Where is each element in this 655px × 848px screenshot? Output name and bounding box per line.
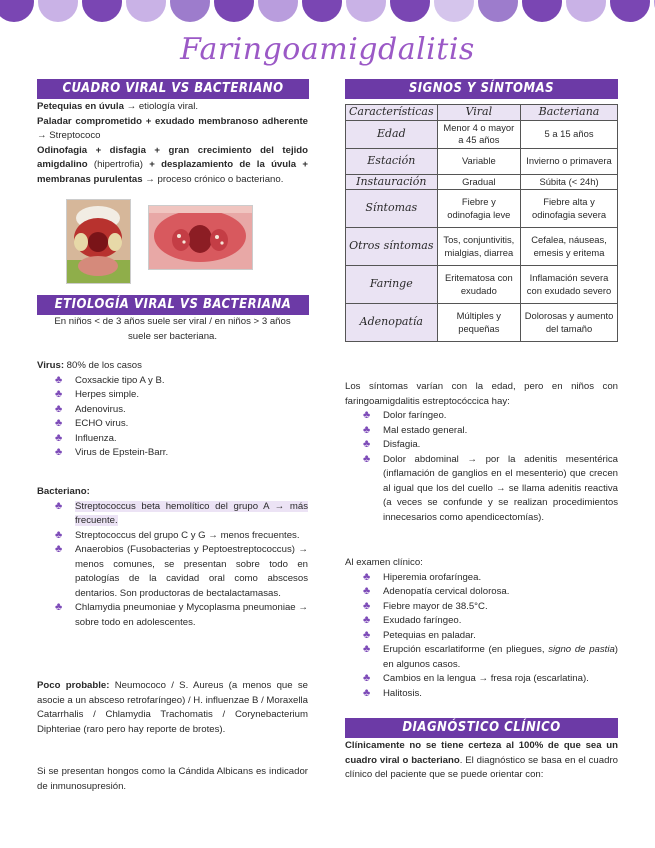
- club-bullet-icon: ♣: [363, 599, 371, 612]
- club-bullet-icon: ♣: [363, 686, 371, 699]
- table-cell-viral: Tos, conjuntivitis, mialgias, diarrea: [437, 228, 520, 266]
- list-item-text: Anaerobios (Fusobacterias y Peptoestreptococcus) → menos comunes, se presentan sobre todo en patologías de la cavidad oral como abscesos dentarios. Son productoras de bectalactamasas.: [75, 544, 308, 599]
- decorative-circles: [0, 0, 655, 28]
- club-bullet-icon: ♣: [55, 499, 63, 512]
- club-bullet-icon: ♣: [55, 601, 63, 613]
- list-item-text: Halitosis.: [383, 687, 422, 699]
- table-row: [346, 174, 618, 190]
- decorative-circle: [434, 0, 474, 22]
- table-row: [346, 266, 618, 304]
- club-bullet-icon: ♣: [55, 417, 63, 429]
- poco-rest: Neumococo / S. Aureus (a menos que se asocie a un absceso retrofaríngeo) / H. influenzae B / Moraxella Catarrhalis / Chlamydia Trachomatis / Corynebacterium Diphteriae (raro pero hay reporte de brotes).: [37, 680, 309, 735]
- decorative-circle: [390, 0, 430, 22]
- club-bullet-icon: ♣: [55, 446, 63, 458]
- list-item-text: Influenza.: [75, 432, 117, 444]
- list-item-text: Coxsackie tipo A y B.: [75, 374, 165, 386]
- club-bullet-icon: ♣: [363, 409, 371, 421]
- list-item-text: Streptococcus del grupo C y G → menos frecuentes.: [75, 529, 300, 541]
- list-item: [345, 424, 618, 439]
- list-item: [37, 432, 308, 447]
- list-item: [345, 453, 618, 526]
- table-cell-bacteriana: Invierno o primavera: [521, 148, 618, 174]
- sintomas-list: [345, 409, 618, 525]
- decorative-circle: [0, 0, 34, 22]
- table-cell-bacteriana: Dolorosas y aumento del tamaño: [521, 304, 618, 342]
- table-header-viral: Viral: [437, 105, 520, 121]
- table-row-label: Edad: [346, 120, 438, 148]
- list-item: [37, 529, 308, 544]
- erupcion-text-b: ) en algunos casos.: [383, 644, 618, 670]
- list-item: [37, 601, 308, 630]
- table-row: [346, 304, 618, 342]
- table-cell-viral: Fiebre y odinofagia leve: [437, 190, 520, 228]
- table-cell-bacteriana: Fiebre alta y odinofagia severa: [521, 190, 618, 228]
- table-row-label: Faringe: [346, 266, 438, 304]
- bact-block: [37, 485, 308, 630]
- list-item: [37, 500, 308, 529]
- club-bullet-icon: ♣: [55, 402, 63, 415]
- list-item-text: Mal estado general.: [383, 424, 468, 436]
- decorative-circle: [258, 0, 298, 22]
- list-item: [345, 600, 618, 615]
- section-heading-viral-vs-bacteriano: CUADRO VIRAL VS BACTERIANO: [37, 79, 309, 99]
- list-item-text: Herpes simple.: [75, 389, 139, 400]
- decorative-circle: [566, 0, 606, 22]
- list-item-text: Petequias en paladar.: [383, 629, 476, 641]
- exam-intro: Al examen clínico:: [345, 557, 423, 568]
- table-header-bacteriana: Bacteriana: [521, 105, 618, 121]
- virus-list: [37, 374, 308, 461]
- diagnostico-bold: Clínicamente no se tiene certeza al 100% de que sea un cuadro viral o bacteriano: [345, 740, 618, 766]
- club-bullet-icon: ♣: [363, 672, 371, 684]
- decorative-circle: [126, 0, 166, 22]
- p3-rest: → proceso crónico o bacteriano.: [142, 173, 284, 185]
- club-bullet-icon: ♣: [55, 373, 63, 386]
- list-item-text: Dolor abdominal → por la adenitis mesentérica (inflamación de ganglios en el mesenterio) que crecen al igual que los del cuello → se llama adenitis reactiva (a veces se confunde y se realizan procedimientos innecesarios como apendicectomías).: [383, 453, 618, 523]
- list-item: [345, 409, 618, 424]
- table-row-label: Adenopatía: [346, 304, 438, 342]
- table-cell-bacteriana: 5 a 15 años: [521, 120, 618, 148]
- list-item: [345, 643, 618, 672]
- bact-list: [37, 500, 308, 631]
- list-item-text: Adenopatía cervical dolorosa.: [383, 586, 510, 597]
- table-cell-viral: Eritematosa con exudado: [437, 266, 520, 304]
- club-bullet-icon: ♣: [363, 423, 371, 436]
- table-cell-viral: Gradual: [437, 174, 520, 190]
- etiologia-intro-text: En niños < de 3 años suele ser viral / en niños > 3 años suele ser bacteriana.: [54, 316, 291, 342]
- table-cell-bacteriana: Cefalea, náuseas, emesis y eritema: [521, 228, 618, 266]
- page-title: Faringoamigdalitis: [180, 32, 475, 67]
- bact-label: Bacteriano:: [37, 486, 90, 497]
- club-bullet-icon: ♣: [363, 628, 371, 641]
- list-item: [345, 672, 618, 687]
- list-item: [345, 585, 618, 600]
- club-bullet-icon: ♣: [363, 643, 371, 655]
- virus-rest: 80% de los casos: [64, 360, 142, 371]
- hongos-block: [37, 765, 308, 794]
- club-bullet-icon: ♣: [55, 388, 63, 400]
- decorative-circle: [522, 0, 562, 22]
- list-item: [345, 614, 618, 629]
- club-bullet-icon: ♣: [363, 452, 371, 465]
- list-item-text: Fiebre mayor de 38.5°C.: [383, 600, 488, 612]
- throat-photo-2: [148, 205, 253, 270]
- diagnostico-text: [345, 739, 618, 783]
- p3-mid: (hipertrofia): [87, 159, 150, 170]
- exam-list: [345, 571, 618, 702]
- table-row-label: Síntomas: [346, 190, 438, 228]
- list-item: [37, 403, 308, 418]
- list-item: [37, 417, 308, 432]
- virus-block: [37, 359, 308, 461]
- table-row-label: Estación: [346, 148, 438, 174]
- decorative-circle: [82, 0, 122, 22]
- list-item-text: Exudado faríngeo.: [383, 615, 462, 626]
- list-item: [37, 446, 308, 461]
- diagnostico-rest: . El diagnóstico se basa en el cuadro clínico del paciente que se puede orientar con:: [345, 754, 618, 780]
- list-item: [37, 543, 308, 601]
- decorative-circle: [170, 0, 210, 22]
- virus-label: Virus:: [37, 360, 65, 371]
- club-bullet-icon: ♣: [363, 614, 371, 626]
- list-item-text: Cambios en la lengua → fresa roja (escarlatina).: [383, 673, 589, 684]
- etiologia-intro: [37, 315, 308, 344]
- p1-bold: Petequias en úvula: [37, 101, 124, 112]
- p3-bold2: + desplazamiento de la úvula + membranas purulentas: [37, 159, 308, 185]
- section-heading-signos: SIGNOS Y SÍNTOMAS: [345, 79, 618, 99]
- decorative-circle: [610, 0, 650, 22]
- sintomas-intro: Los síntomas varían con la edad, pero en niños con faringoamigdalitis estreptocóccica hay:: [345, 381, 618, 407]
- table-cell-bacteriana: Inflamación severa con exudado severo: [521, 266, 618, 304]
- table-cell-viral: Múltiples y pequeñas: [437, 304, 520, 342]
- erupcion-text-a: Erupción escarlatiforme (en pliegues,: [383, 644, 549, 655]
- decorative-circle: [214, 0, 254, 22]
- list-item: [37, 388, 308, 403]
- table-row: [346, 148, 618, 174]
- poco-label: Poco probable:: [37, 680, 110, 691]
- p2-bold: Paladar comprometido + exudado membranoso adherente: [37, 115, 308, 127]
- list-item: [37, 374, 308, 389]
- list-item-text: Adenovirus.: [75, 403, 126, 415]
- p3-bold1: Odinofagia + disfagia + gran crecimiento del tejido amigdalino: [37, 144, 308, 170]
- viral-vs-bact-text: [37, 100, 308, 187]
- list-item-text: Chlamydia pneumoniae y Mycoplasma pneumoniae → sobre todo en adolescentes.: [75, 602, 308, 628]
- list-item-text: Disfagia.: [383, 439, 421, 450]
- list-item-text: Hiperemia orofaríngea.: [383, 571, 482, 583]
- section-heading-diagnostico: DIAGNÓSTICO CLÍNICO: [345, 718, 618, 738]
- erupcion-text-italic: signo de pastia: [548, 644, 615, 655]
- table-row: [346, 190, 618, 228]
- club-bullet-icon: ♣: [55, 528, 63, 541]
- table-row-label: Instauración: [346, 174, 438, 190]
- club-bullet-icon: ♣: [363, 438, 371, 450]
- signs-table: [345, 104, 618, 342]
- table-header-caracteristicas: Características: [346, 105, 438, 121]
- list-item: [345, 571, 618, 586]
- list-item: [345, 438, 618, 453]
- list-item-text: Streptococcus beta hemolítico del grupo A → más frecuente.: [75, 500, 308, 526]
- table-row: [346, 228, 618, 266]
- p1-rest: → etiología viral.: [123, 101, 199, 112]
- throat-photo-1: [66, 199, 131, 284]
- decorative-circle: [38, 0, 78, 22]
- list-item: [345, 687, 618, 702]
- section-heading-etiologia: ETIOLOGÍA VIRAL VS BACTERIANA: [37, 295, 309, 315]
- table-cell-viral: Variable: [437, 148, 520, 174]
- table-cell-viral: Menor 4 o mayor a 45 años: [437, 120, 520, 148]
- decorative-circle: [346, 0, 386, 22]
- p2-rest: → Streptococo: [37, 130, 101, 141]
- list-item-text: Dolor faríngeo.: [383, 410, 447, 421]
- table-cell-bacteriana: Súbita (< 24h): [521, 174, 618, 190]
- list-item: [345, 629, 618, 644]
- table-row: [346, 120, 618, 148]
- poco-probable-block: [37, 679, 308, 737]
- list-item-text: Virus de Epstein-Barr.: [75, 447, 169, 458]
- club-bullet-icon: ♣: [55, 431, 63, 444]
- sintomas-ninos-block: [345, 380, 618, 525]
- club-bullet-icon: ♣: [363, 585, 371, 597]
- decorative-circle: [478, 0, 518, 22]
- club-bullet-icon: ♣: [363, 570, 371, 583]
- table-row-label: Otros síntomas: [346, 228, 438, 266]
- examen-clinico-block: [345, 556, 618, 701]
- club-bullet-icon: ♣: [55, 543, 63, 555]
- hongos-text: Si se presentan hongos como la Cándida Albicans es indicador de inmunosupresión.: [37, 766, 308, 792]
- decorative-circle: [302, 0, 342, 22]
- list-item-text: ECHO virus.: [75, 418, 129, 429]
